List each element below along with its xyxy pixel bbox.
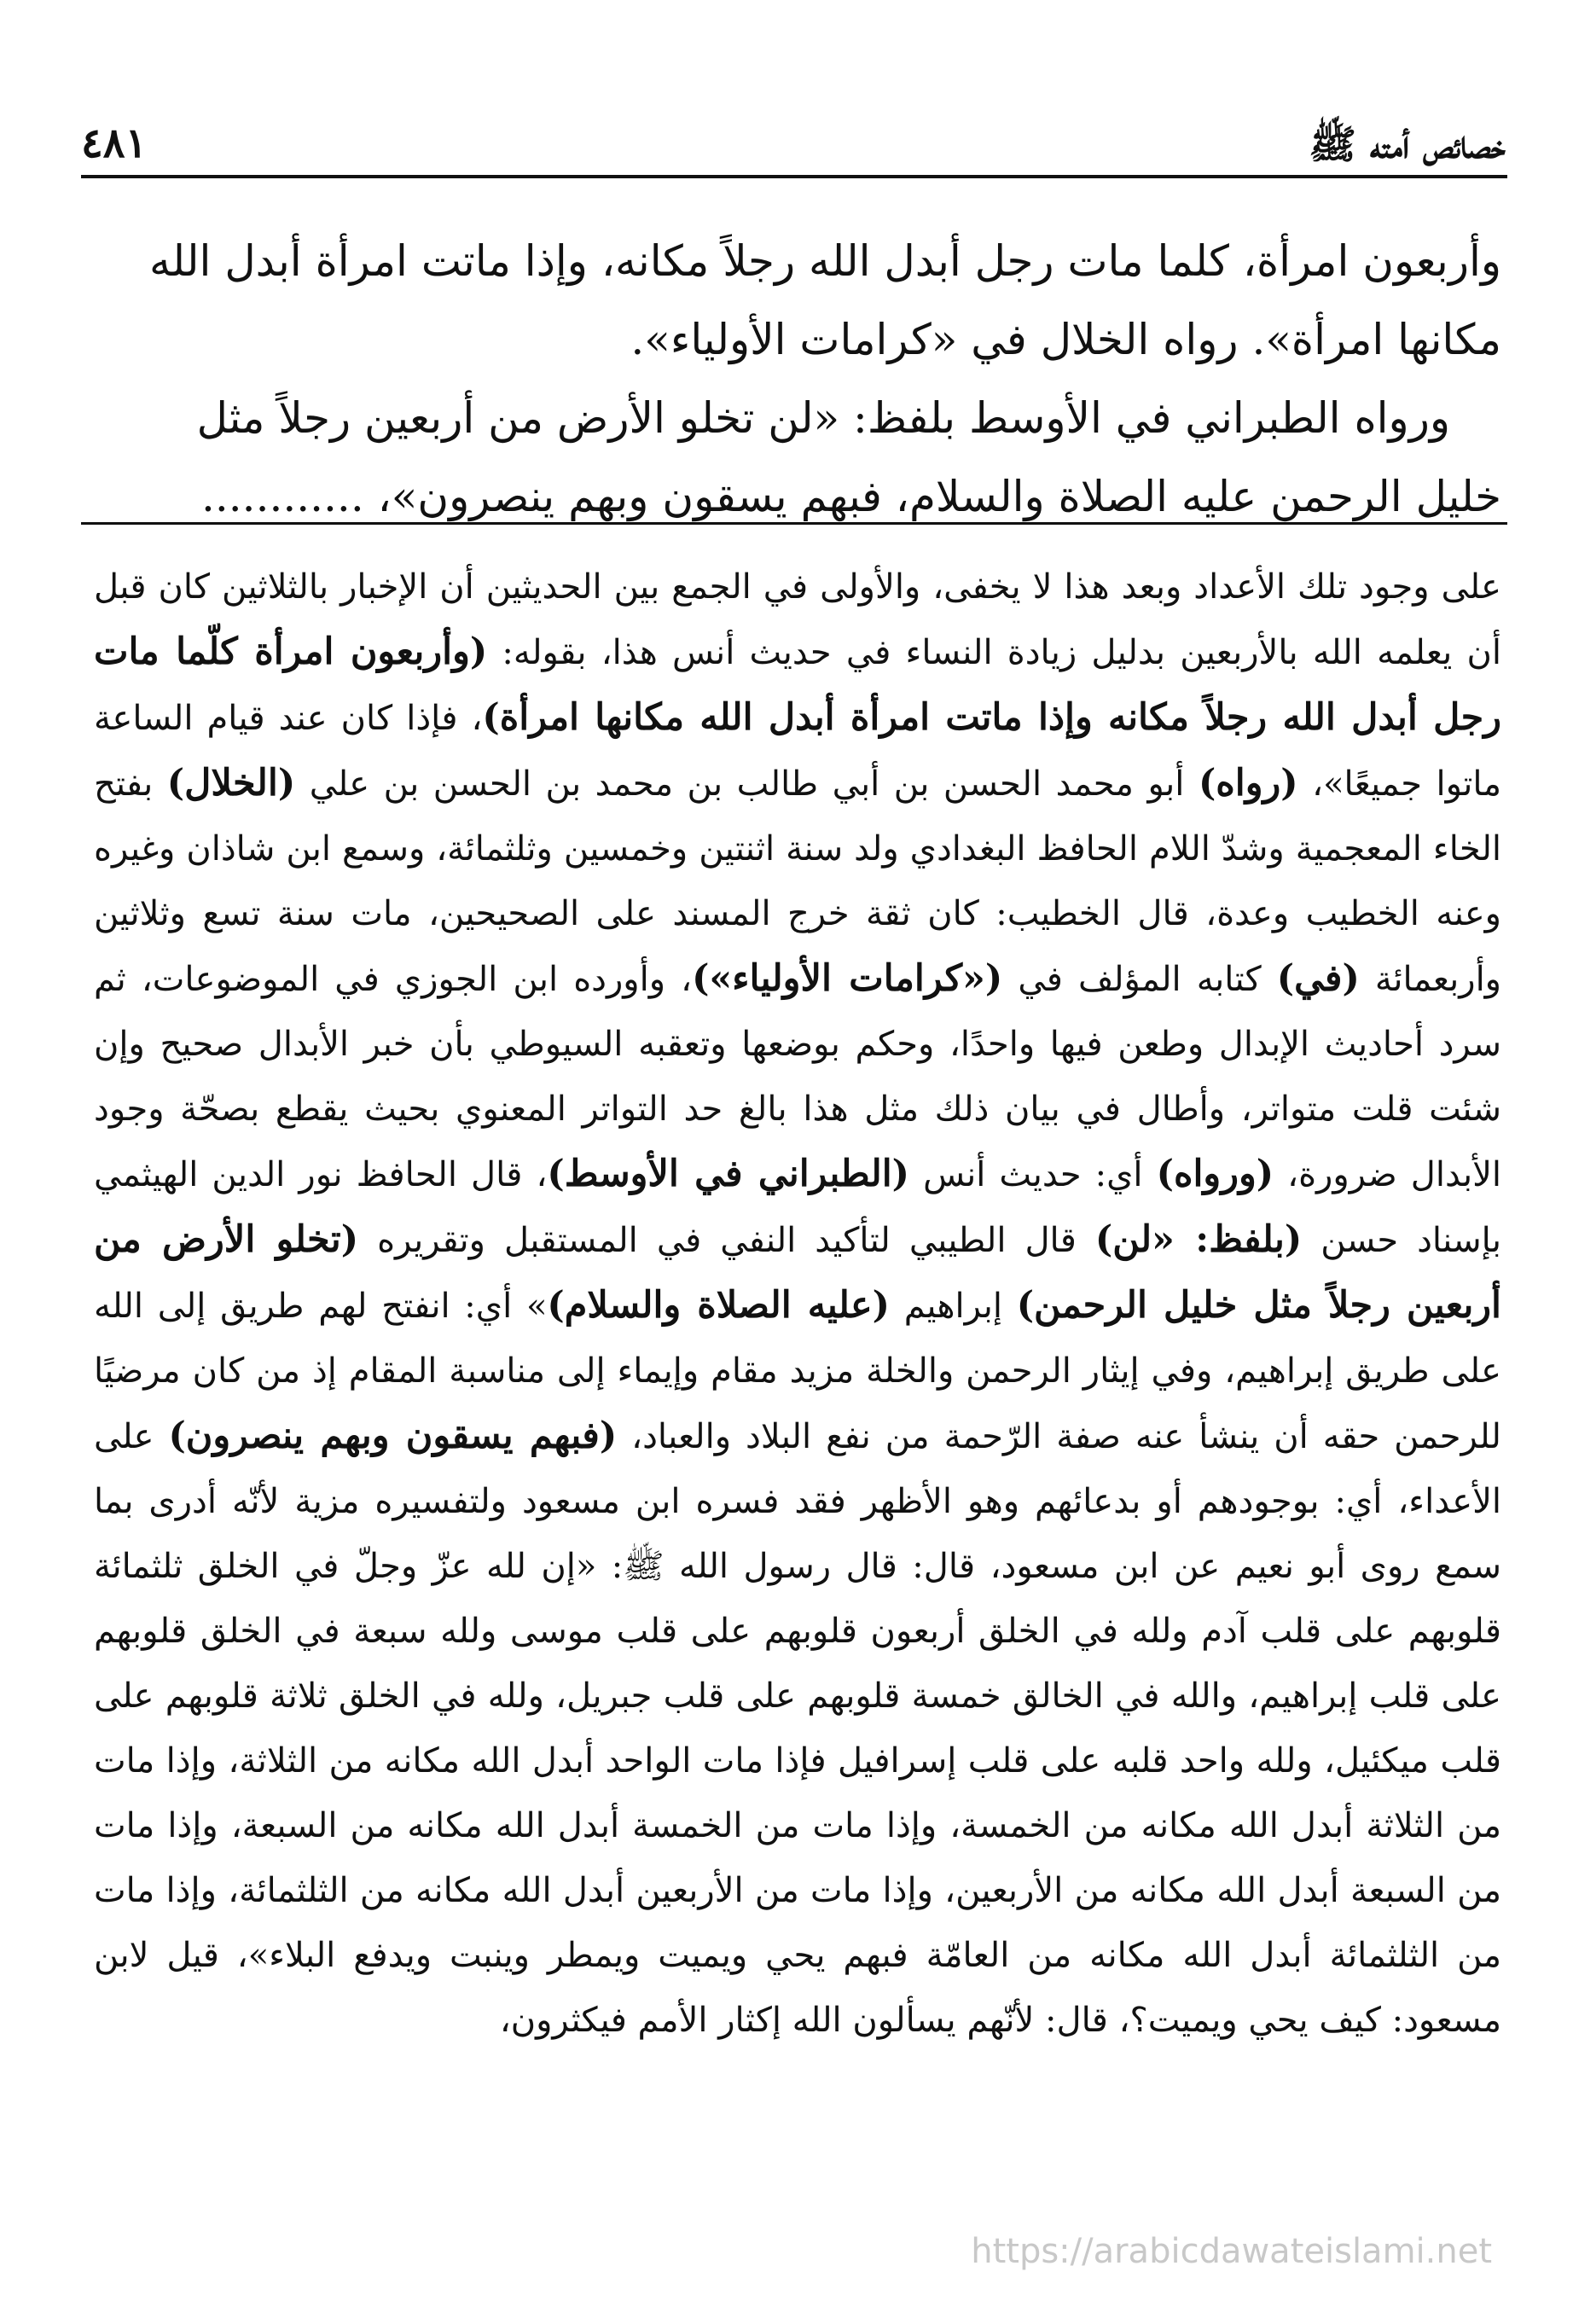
hadith-line-last: خليل الرحمن عليه الصلاة والسلام، فبهم يسقون وبهم ينصرون»، ............ xyxy=(201,472,1501,521)
watermark-url: https://arabicdawateislami.net xyxy=(971,2232,1492,2271)
commentary-span: أبو محمد الحسن بن أبي طالب بن محمد بن الحسن بن علي xyxy=(295,764,1199,804)
commentary-span: قال الطيبي لتأكيد النفي في المستقبل وتقريره xyxy=(358,1221,1095,1260)
section-divider xyxy=(81,522,1507,525)
header-rule xyxy=(81,175,1507,178)
commentary-span: إبراهيم xyxy=(890,1287,1017,1326)
page-header xyxy=(81,102,1506,167)
quoted-matn: («كرامات الأولياء») xyxy=(692,957,1003,1000)
hadith-line: خليل الرحمن عليه الصلاة والسلام، فبهم يسقون وبهم ينصرون» xyxy=(391,472,1501,521)
commentary-span: بفتح الخاء المعجمية وشدّ اللام الحافظ البغدادي ولد سنة اثنتين وخمسين وثلثمائة، وسمع ابن شاذان وغيره وعنه الخطيب وعدة، قال الخطيب: كان ثقة خرج المسند على الصحيحين، مات سنة تسع وثلاثين وأربعمائة xyxy=(94,764,1502,999)
quoted-matn: (الخلال) xyxy=(166,762,296,805)
quoted-matn: (رواه) xyxy=(1198,762,1298,805)
quoted-matn: (الطبراني في الأوسط) xyxy=(547,1153,910,1195)
quoted-matn: (تخلو الأرض من أربعين رجلاً مثل خليل الرحمن) xyxy=(94,1218,1501,1327)
quoted-matn: (ورواه) xyxy=(1156,1153,1274,1195)
quoted-matn: (فبهم يسقون وبهم ينصرون) xyxy=(168,1415,618,1457)
commentary-span: كتابه المؤلف في xyxy=(1002,960,1277,999)
running-title: خصائص أمته ﷺ xyxy=(1309,121,1506,167)
ellipsis-dots: ............ xyxy=(201,472,364,521)
page-number: ٤٨١ xyxy=(81,119,148,167)
commentary-span: ، فإذا كان عند قيام الساعة ماتوا جميعًا»، xyxy=(94,699,1501,804)
hadith-line: مكانها امرأة». رواه الخلال في «كرامات الأولياء». xyxy=(630,315,1501,364)
commentary-text xyxy=(94,555,1501,2053)
commentary-span: » أي: انفتح لهم طريق إلى الله على طريق إبراهيم، وفي إيثار الرحمن والخلة مزيد مقام وإيماء إلى مناسبة المقام إذ من كان مرضيًا للرحمن حقه أن ينشأ عنه صفة الرّحمة من نفع البلاد والعباد، xyxy=(94,1287,1501,1456)
commentary-span: ، قال الحافظ نور الدين الهيثمي بإسناد حسن xyxy=(94,1155,1501,1260)
commentary-span: على وجود تلك الأعداد وبعد هذا لا يخفى، والأولى في الجمع بين الحديثين أن الإخبار بالثلاثين كان قبل أن يعلمه الله بالأربعين بدليل زيادة النساء في حديث أنس هذا، بقوله: xyxy=(94,567,1502,672)
quoted-matn: (بلفظ: «لن) xyxy=(1094,1218,1303,1261)
quoted-matn: (عليه الصلاة والسلام) xyxy=(547,1284,890,1327)
commentary-span: على الأعداء، أي: بوجودهم أو بدعائهم وهو الأظهر فقد فسره ابن مسعود ولتفسيره مزية لأنّه أدرى بما سمع روى أبو نعيم عن ابن مسعود، قال: قال رسول الله ﷺ: «إن لله عزّ وجلّ في الخلق ثلثمائة قلوبهم على قلب آدم ولله في الخلق أربعون قلوبهم على قلب موسى ولله سبعة في الخلق قلوبهم على قلب إبراهيم، والله في الخالق خمسة قلوبهم على قلب جبريل، ولله في الخلق ثلاثة قلوبهم على قلب ميكئيل، ولله واحد قلبه على قلب إسرافيل فإذا مات الواحد أبدل الله مكانه من الثلاثة، وإذا مات من الثلاثة أبدل الله مكانه من الخمسة، وإذا مات من الخمسة أبدل الله مكانه من السبعة، وإذا مات من السبعة أبدل الله مكانه من الأربعين، وإذا مات من الأربعين أبدل الله مكانه من الثلثمائة، وإذا مات من الثلثمائة أبدل الله مكانه من العامّة فبهم يحي ويميت ويمطر وينبت ويدفع البلاء»، قيل لابن مسعود: كيف يحي ويميت؟، قال: لأنّهم يسألون الله إكثار الأمم فيكثرون، xyxy=(94,1417,1502,2040)
hadith-line: ورواه الطبراني في الأوسط بلفظ: «لن تخلو الأرض من أربعين رجلاً مثل xyxy=(196,393,1450,443)
commentary-paragraph xyxy=(94,555,1501,2053)
commentary-span: أي: حديث أنس xyxy=(909,1155,1157,1194)
quoted-matn: (وأربعون امرأة كلّما مات رجل أبدل الله رجلاً مكانه وإذا ماتت امرأة أبدل الله مكانها امرأة) xyxy=(94,630,1502,739)
hadith-line: وأربعون امرأة، كلما مات رجل أبدل الله رجلاً مكانه، وإذا ماتت امرأة أبدل الله xyxy=(148,236,1501,286)
quoted-matn: (في) xyxy=(1276,957,1360,1000)
commentary-span: ، وأورده ابن الجوزي في الموضوعات، ثم سرد أحاديث الإبدال وطعن فيها واحدًا، وحكم بوضعها وتعقبه السيوطي بأن خبر الأبدال صحيح وإن شئت قلت متواتر، وأطال في بيان ذلك مثل هذا بالغ حد التواتر المعنوي بحيث يقطع بصحّة وجود الأبدال ضرورة، xyxy=(94,960,1501,1194)
hadith-text xyxy=(85,222,1501,536)
